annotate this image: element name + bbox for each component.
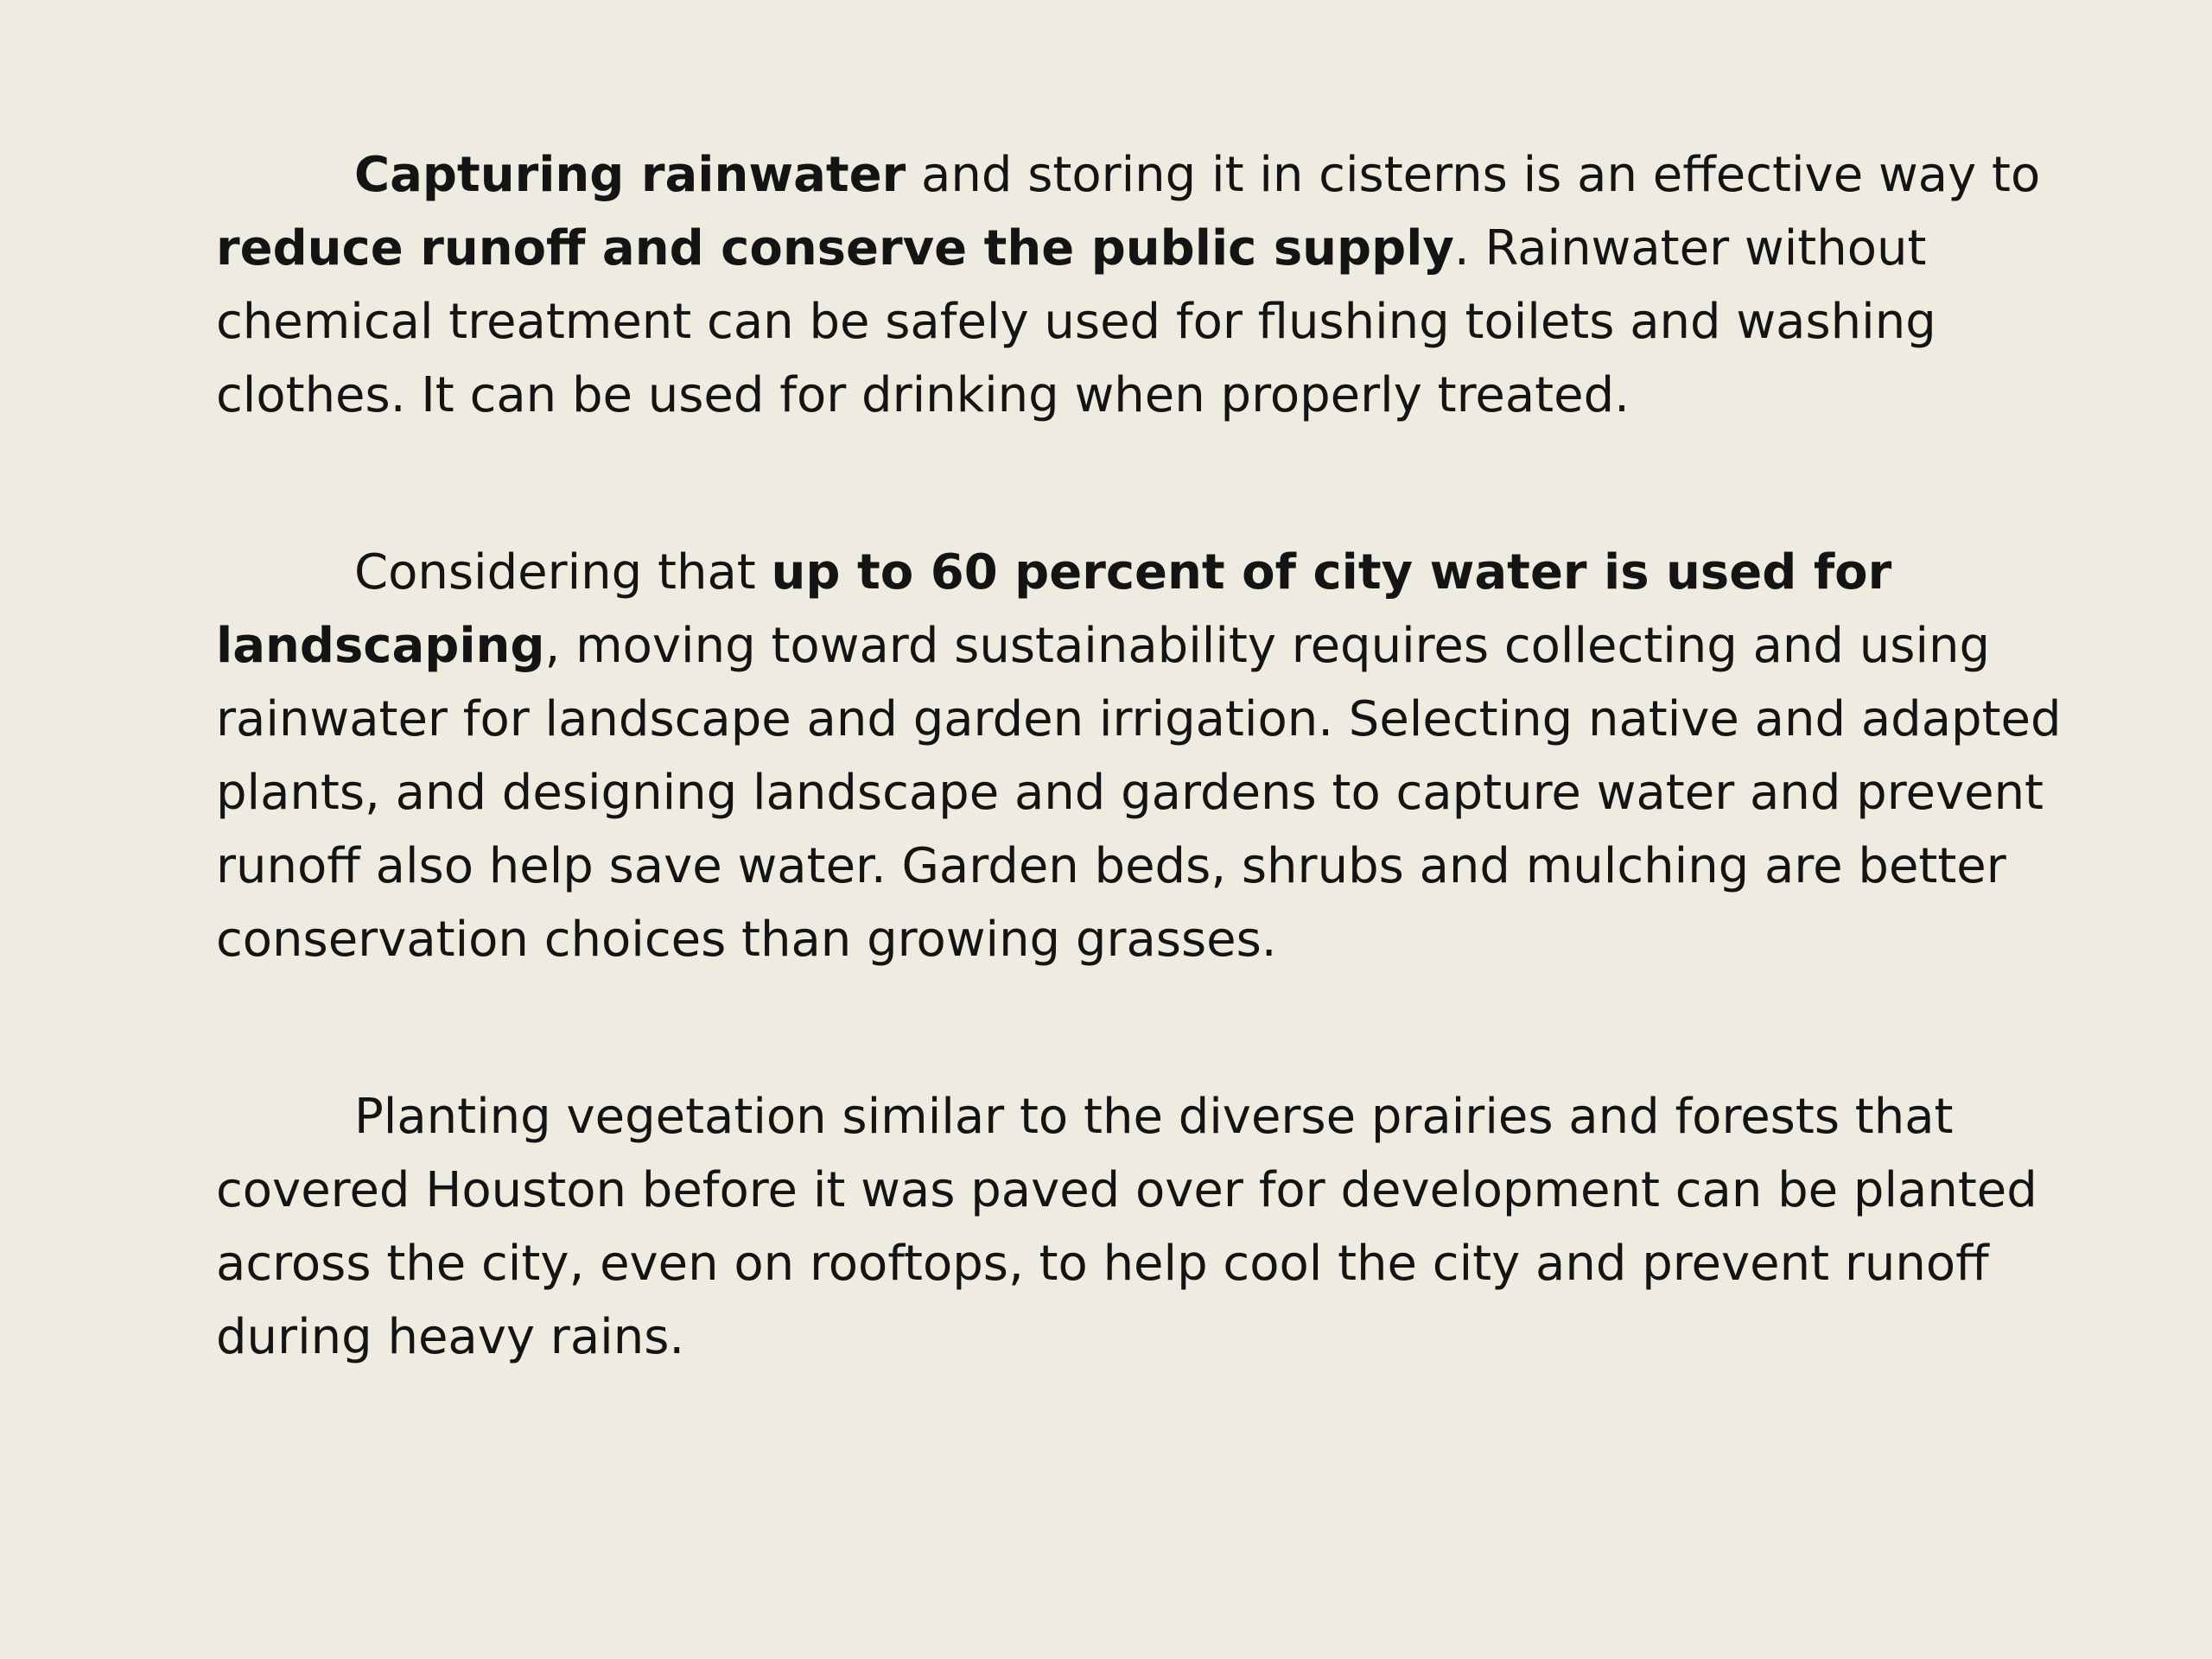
paragraph-text: Planting vegetation similar to the diverse prairies and forests that covered Houston before it was paved over for development can be planted across the city, even on rooftops, to help cool the city and prevent runoff during heavy rains. <box>216 1089 2037 1365</box>
paragraph-text: , moving toward sustainability requires collecting and using rainwater for landscape and garden irrigation. Selecting native and adapted plants, and designing landscape and gardens to capture water and prevent runoff also help save water. Garden beds, shrubs and mulching are better conservation choices than growing grasses. <box>216 618 2062 968</box>
emphasis-city-water-landscaping: up to 60 percent of city water is used for landscaping <box>216 544 1892 674</box>
paragraph-text: and storing it in cisterns is an effective way to <box>906 147 2041 203</box>
paragraph-rainwater-capture <box>216 138 2091 432</box>
slide-body <box>216 138 2091 1374</box>
paragraph-vegetation <box>216 1080 2091 1374</box>
paragraph-text: Considering that <box>354 544 772 601</box>
paragraph-landscaping <box>216 536 2091 976</box>
emphasis-reduce-runoff: reduce runoff and conserve the public supply <box>216 220 1454 276</box>
paragraph-text: . Rainwater without chemical treatment can be safely used for flushing toilets and washing clothes. It can be used for drinking when properly treated. <box>216 220 1936 423</box>
emphasis-capturing-rainwater: Capturing rainwater <box>354 147 906 203</box>
